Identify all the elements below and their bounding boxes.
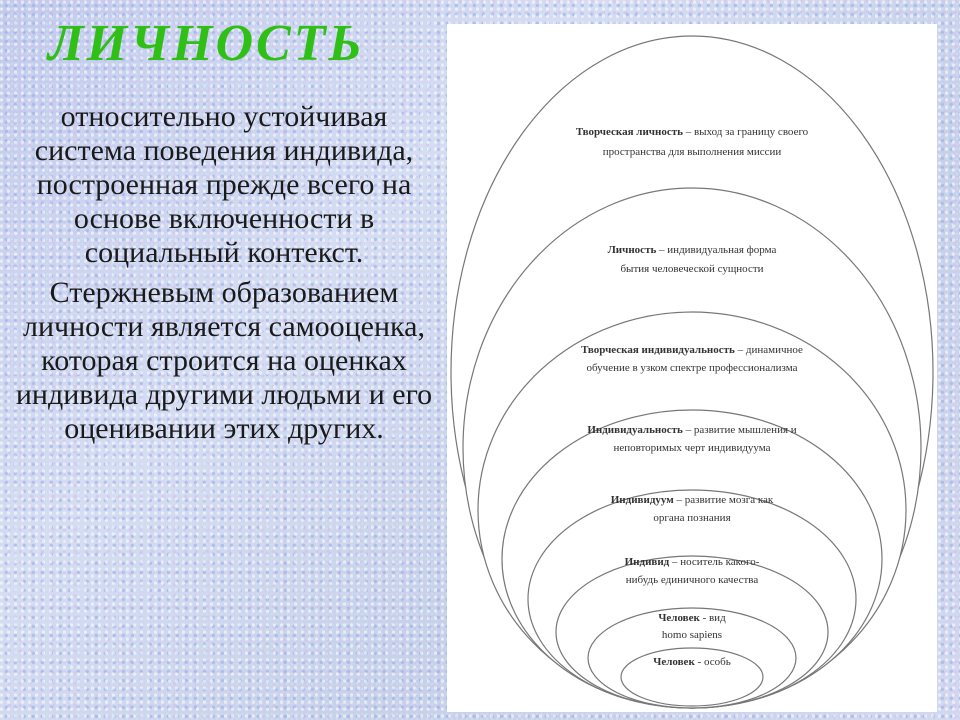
level-description: пространства для выполнения миссии [602,146,782,158]
level-label: Человек - вид [658,612,726,624]
level-description: неповторимых черт индивидуума [613,442,771,454]
level-description: бытия человеческой сущности [620,263,764,275]
self-esteem-paragraph: Стержневым образованием личности является самооценка, которая строится на оценках индивида другими людьми и его оценивании этих других. [15,276,433,445]
level-description: нибудь единичного качества [625,574,759,586]
level-label: Индивид – носитель какого- [624,556,760,568]
level-description: homo sapiens [661,629,723,641]
text-block [8,100,440,452]
nested-ellipses [447,24,937,712]
page-title: ЛИЧНОСТЬ [48,15,365,72]
level-description: обучение в узком спектре профессионализма [586,362,798,374]
level-description: органа познания [653,512,731,524]
level-label: Творческая индивидуальность – динамичное [581,344,803,356]
level-label: Индивидуальность – развитие мышления и [587,424,797,436]
level-label: Человек - особь [653,656,731,668]
level-label: Индивидуум – развитие мозга как [610,494,774,506]
level-label: Личность – индивидуальная форма [607,244,777,256]
personality-levels-diagram [447,24,937,712]
definition-paragraph: относительно устойчивая система поведения индивида, построенная прежде всего на основе включенности в социальный контекст. [34,100,414,269]
level-label: Творческая личность – выход за границу своего [575,126,809,138]
